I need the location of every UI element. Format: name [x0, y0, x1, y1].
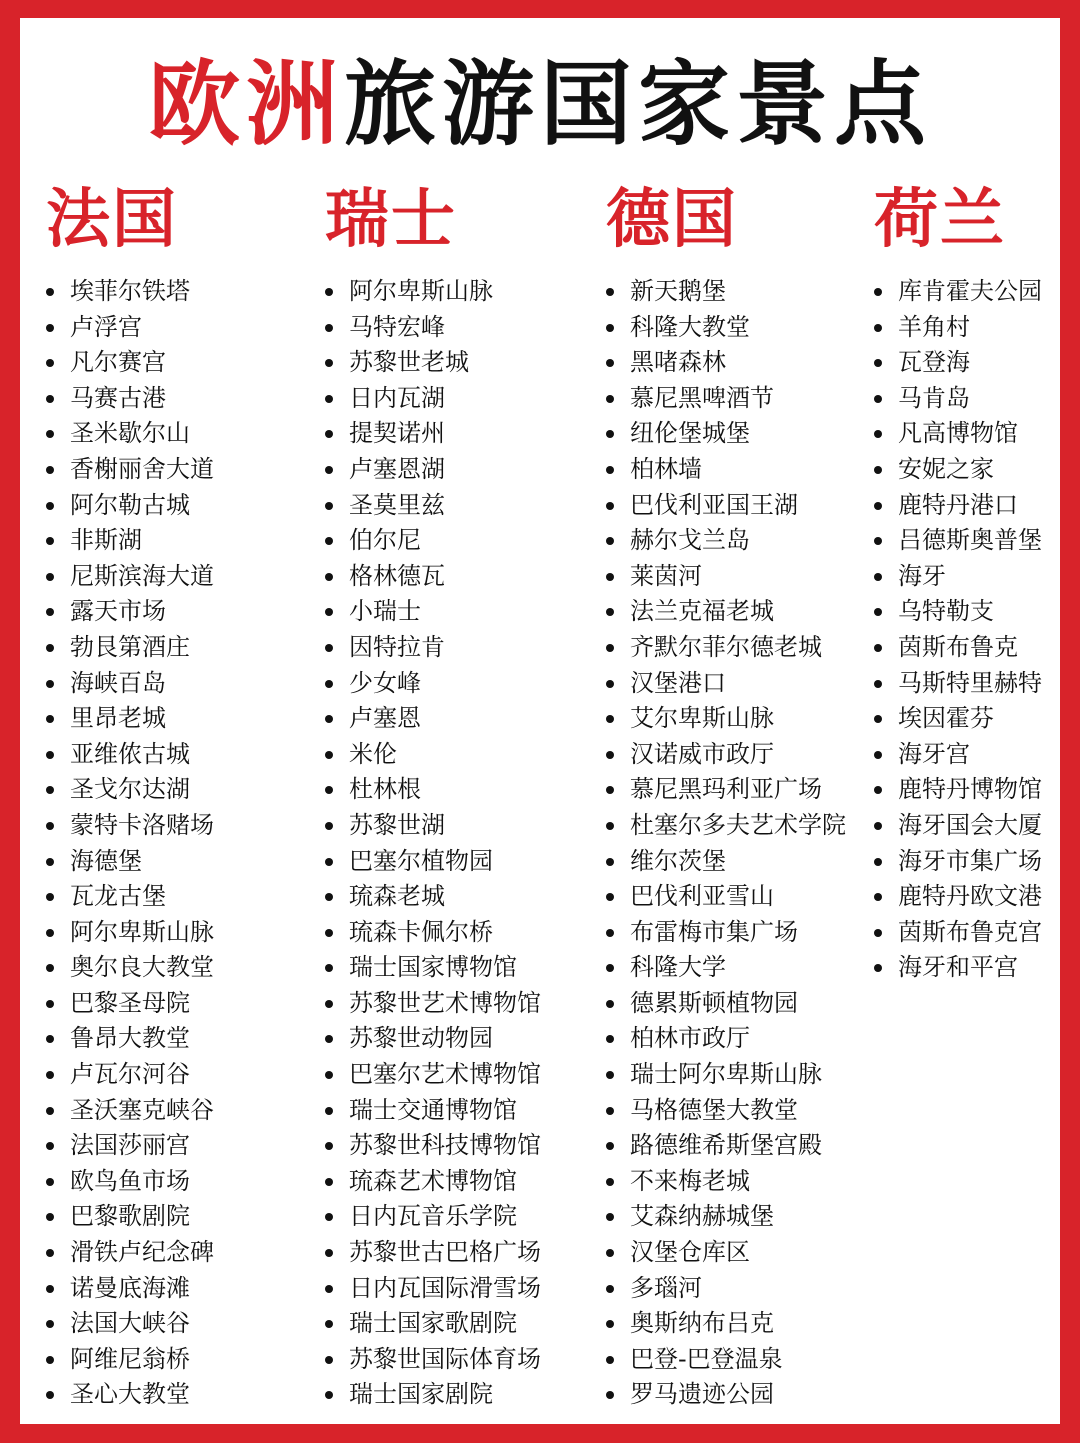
attraction-item: 小瑞士 — [325, 594, 541, 630]
attraction-item: 法国大峡谷 — [46, 1306, 214, 1342]
attraction-list — [46, 274, 214, 1413]
attraction-item: 苏黎世湖 — [325, 808, 541, 844]
attraction-item: 蒙特卡洛赌场 — [46, 808, 214, 844]
attraction-item: 卢塞恩湖 — [325, 452, 541, 488]
attraction-item: 露天市场 — [46, 594, 214, 630]
attraction-item: 纽伦堡城堡 — [606, 416, 846, 452]
country-heading: 法国 — [46, 183, 178, 257]
attraction-item: 莱茵河 — [606, 559, 846, 595]
attraction-item: 维尔茨堡 — [606, 844, 846, 880]
attraction-item: 瑞士国家歌剧院 — [325, 1306, 541, 1342]
attraction-item: 非斯湖 — [46, 523, 214, 559]
attraction-item: 库肯霍夫公园 — [874, 274, 1042, 310]
attraction-item: 瑞士阿尔卑斯山脉 — [606, 1057, 846, 1093]
attraction-item: 巴黎圣母院 — [46, 986, 214, 1022]
attraction-item: 慕尼黑玛利亚广场 — [606, 772, 846, 808]
attraction-item: 苏黎世国际体育场 — [325, 1342, 541, 1378]
attraction-item: 马斯特里赫特 — [874, 666, 1042, 702]
attraction-item: 杜林根 — [325, 772, 541, 808]
attraction-item: 汉诺威市政厅 — [606, 737, 846, 773]
attraction-item: 汉堡港口 — [606, 666, 846, 702]
attraction-item: 埃菲尔铁塔 — [46, 274, 214, 310]
attraction-item: 圣心大教堂 — [46, 1377, 214, 1413]
attraction-item: 尼斯滨海大道 — [46, 559, 214, 595]
attraction-item: 鲁昂大教堂 — [46, 1021, 214, 1057]
attraction-item: 汉堡仓库区 — [606, 1235, 846, 1271]
attraction-item: 伯尔尼 — [325, 523, 541, 559]
attraction-item: 琉森卡佩尔桥 — [325, 915, 541, 951]
page-title — [0, 50, 1080, 160]
country-column-france — [46, 180, 214, 1413]
attraction-item: 阿维尼翁桥 — [46, 1342, 214, 1378]
attraction-item: 日内瓦国际滑雪场 — [325, 1271, 541, 1307]
attraction-item: 布雷梅市集广场 — [606, 915, 846, 951]
country-heading: 瑞士 — [325, 183, 457, 257]
attraction-item: 香榭丽舍大道 — [46, 452, 214, 488]
attraction-item: 马肯岛 — [874, 381, 1042, 417]
attraction-item: 杜塞尔多夫艺术学院 — [606, 808, 846, 844]
attraction-item: 赫尔戈兰岛 — [606, 523, 846, 559]
attraction-item: 茵斯布鲁克 — [874, 630, 1042, 666]
attraction-item: 格林德瓦 — [325, 559, 541, 595]
attraction-item: 因特拉肯 — [325, 630, 541, 666]
attraction-item: 卢浮宫 — [46, 310, 214, 346]
attraction-item: 艾森纳赫城堡 — [606, 1199, 846, 1235]
attraction-item: 巴塞尔艺术博物馆 — [325, 1057, 541, 1093]
attraction-item: 苏黎世古巴格广场 — [325, 1235, 541, 1271]
attraction-item: 诺曼底海滩 — [46, 1271, 214, 1307]
attraction-item: 卢瓦尔河谷 — [46, 1057, 214, 1093]
attraction-item: 苏黎世老城 — [325, 345, 541, 381]
attraction-item: 马赛古港 — [46, 381, 214, 417]
country-column-germany — [606, 180, 846, 1413]
attraction-item: 卢塞恩 — [325, 701, 541, 737]
attraction-item: 马特宏峰 — [325, 310, 541, 346]
country-heading: 荷兰 — [874, 183, 1006, 257]
attraction-item: 柏林墙 — [606, 452, 846, 488]
attraction-item: 埃因霍芬 — [874, 701, 1042, 737]
attraction-item: 鹿特丹博物馆 — [874, 772, 1042, 808]
attraction-item: 琉森艺术博物馆 — [325, 1164, 541, 1200]
attraction-list — [325, 274, 541, 1413]
attraction-item: 凡高博物馆 — [874, 416, 1042, 452]
attraction-item: 安妮之家 — [874, 452, 1042, 488]
attraction-item: 巴伐利亚国王湖 — [606, 488, 846, 524]
attraction-item: 慕尼黑啤酒节 — [606, 381, 846, 417]
attraction-item: 多瑙河 — [606, 1271, 846, 1307]
attraction-item: 乌特勒支 — [874, 594, 1042, 630]
attraction-item: 提契诺州 — [325, 416, 541, 452]
attraction-item: 琉森老城 — [325, 879, 541, 915]
attraction-item: 齐默尔菲尔德老城 — [606, 630, 846, 666]
attraction-item: 马格德堡大教堂 — [606, 1093, 846, 1129]
attraction-item: 日内瓦音乐学院 — [325, 1199, 541, 1235]
attraction-item: 鹿特丹港口 — [874, 488, 1042, 524]
attraction-item: 米伦 — [325, 737, 541, 773]
country-column-netherlands — [874, 180, 1042, 986]
attraction-item: 法兰克福老城 — [606, 594, 846, 630]
country-heading: 德国 — [606, 183, 738, 257]
attraction-item: 柏林市政厅 — [606, 1021, 846, 1057]
attraction-item: 海牙国会大厦 — [874, 808, 1042, 844]
attraction-item: 亚维侬古城 — [46, 737, 214, 773]
attraction-item: 勃艮第酒庄 — [46, 630, 214, 666]
attraction-item: 海德堡 — [46, 844, 214, 880]
attraction-item: 圣莫里兹 — [325, 488, 541, 524]
attraction-item: 巴伐利亚雪山 — [606, 879, 846, 915]
attraction-item: 奥斯纳布吕克 — [606, 1306, 846, 1342]
attraction-item: 科隆大学 — [606, 950, 846, 986]
attraction-item: 海牙 — [874, 559, 1042, 595]
attraction-item: 奥尔良大教堂 — [46, 950, 214, 986]
attraction-item: 吕德斯奥普堡 — [874, 523, 1042, 559]
attraction-item: 阿尔卑斯山脉 — [325, 274, 541, 310]
attraction-item: 日内瓦湖 — [325, 381, 541, 417]
attraction-item: 滑铁卢纪念碑 — [46, 1235, 214, 1271]
attraction-item: 海峡百岛 — [46, 666, 214, 702]
attraction-item: 路德维希斯堡宫殿 — [606, 1128, 846, 1164]
attraction-item: 海牙市集广场 — [874, 844, 1042, 880]
attraction-item: 瓦龙古堡 — [46, 879, 214, 915]
attraction-item: 羊角村 — [874, 310, 1042, 346]
attraction-item: 鹿特丹欧文港 — [874, 879, 1042, 915]
attraction-item: 瑞士国家剧院 — [325, 1377, 541, 1413]
attraction-item: 圣米歇尔山 — [46, 416, 214, 452]
attraction-item: 罗马遗迹公园 — [606, 1377, 846, 1413]
title-highlight: 欧洲 — [147, 51, 344, 158]
attraction-item: 圣沃塞克峡谷 — [46, 1093, 214, 1129]
country-column-switzerland — [325, 180, 541, 1413]
attraction-item: 巴黎歌剧院 — [46, 1199, 214, 1235]
attraction-item: 圣戈尔达湖 — [46, 772, 214, 808]
attraction-item: 海牙和平宫 — [874, 950, 1042, 986]
attraction-item: 苏黎世艺术博物馆 — [325, 986, 541, 1022]
attraction-item: 苏黎世科技博物馆 — [325, 1128, 541, 1164]
attraction-item: 瑞士交通博物馆 — [325, 1093, 541, 1129]
attraction-item: 新天鹅堡 — [606, 274, 846, 310]
attraction-item: 欧鸟鱼市场 — [46, 1164, 214, 1200]
attraction-item: 科隆大教堂 — [606, 310, 846, 346]
attraction-item: 茵斯布鲁克宫 — [874, 915, 1042, 951]
attraction-item: 海牙宫 — [874, 737, 1042, 773]
attraction-item: 不来梅老城 — [606, 1164, 846, 1200]
attraction-item: 德累斯顿植物园 — [606, 986, 846, 1022]
attraction-list — [606, 274, 846, 1413]
attraction-item: 艾尔卑斯山脉 — [606, 701, 846, 737]
attraction-item: 黑啫森林 — [606, 345, 846, 381]
attraction-item: 法国莎丽宫 — [46, 1128, 214, 1164]
attraction-item: 巴塞尔植物园 — [325, 844, 541, 880]
attraction-item: 苏黎世动物园 — [325, 1021, 541, 1057]
attraction-item: 里昂老城 — [46, 701, 214, 737]
attraction-item: 阿尔卑斯山脉 — [46, 915, 214, 951]
attraction-item: 瓦登海 — [874, 345, 1042, 381]
title-rest: 旅游国家景点 — [344, 51, 933, 158]
attraction-item: 阿尔勒古城 — [46, 488, 214, 524]
attraction-item: 瑞士国家博物馆 — [325, 950, 541, 986]
attraction-item: 巴登-巴登温泉 — [606, 1342, 846, 1378]
attraction-item: 凡尔赛宫 — [46, 345, 214, 381]
attraction-item: 少女峰 — [325, 666, 541, 702]
attraction-list — [874, 274, 1042, 986]
